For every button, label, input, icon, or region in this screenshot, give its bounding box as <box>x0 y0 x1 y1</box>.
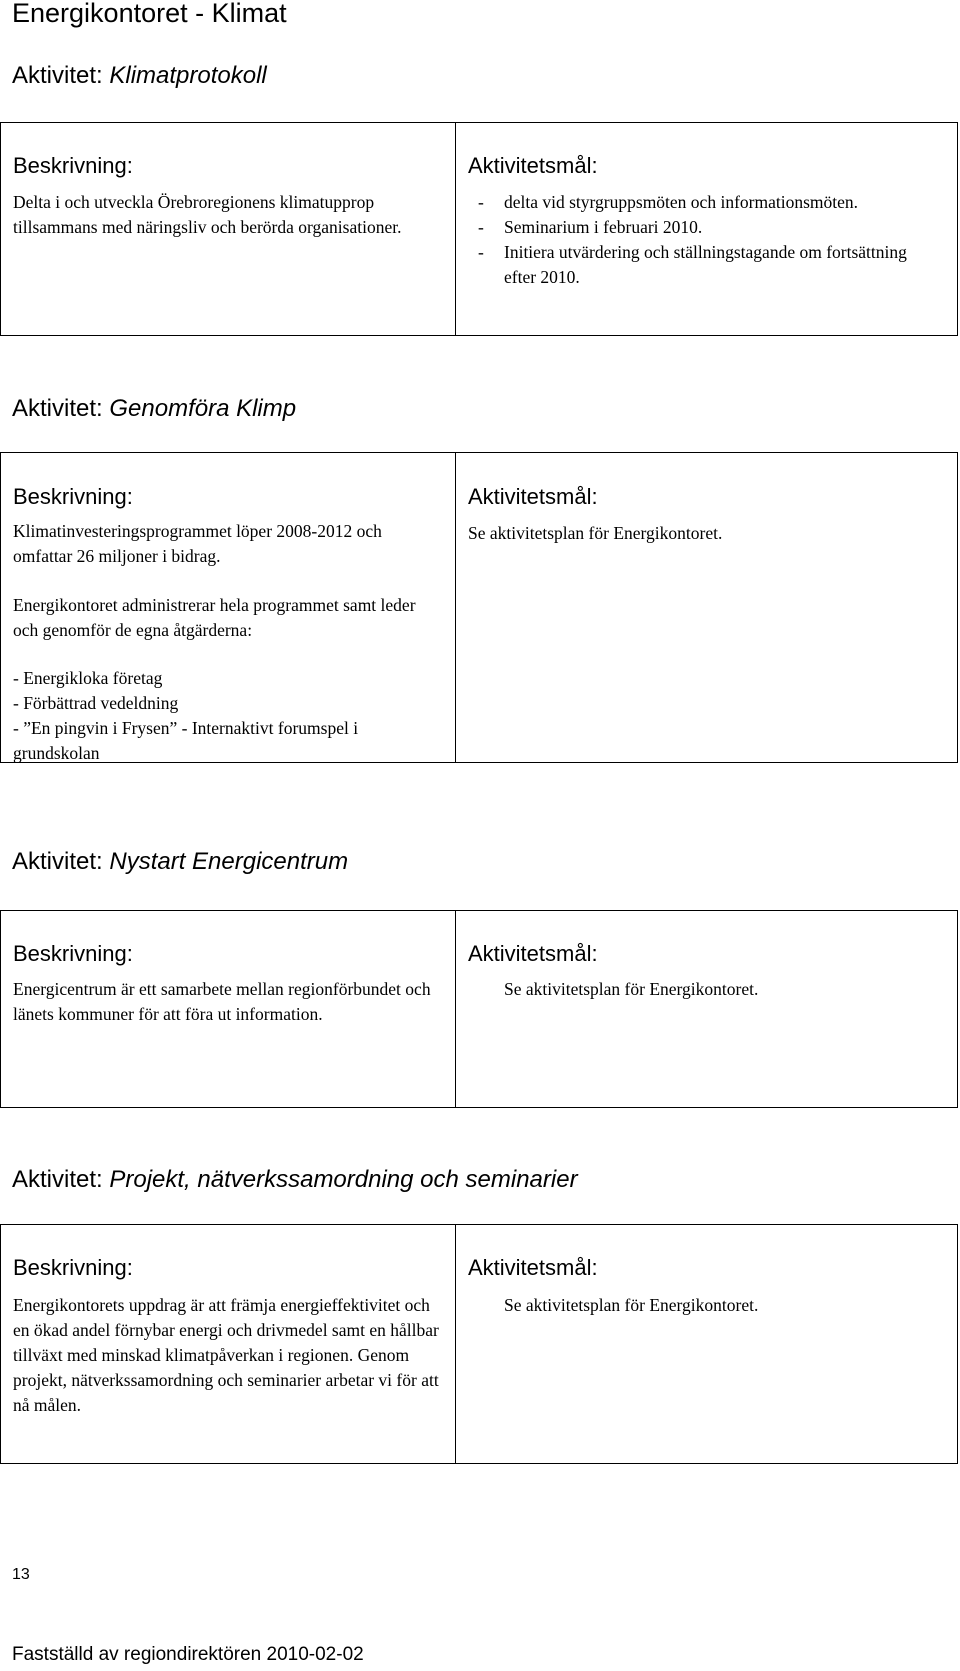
goals-text: Se aktivitetsplan för Energikontoret. <box>468 523 723 543</box>
activity-name: Klimatprotokoll <box>109 62 267 89</box>
goals-list <box>466 190 927 290</box>
activity-prefix: Aktivitet: <box>12 1166 110 1193</box>
activity-table-energicentrum <box>0 910 958 1108</box>
activity-prefix: Aktivitet: <box>12 848 110 875</box>
description-cell <box>1 453 456 762</box>
activity-table-klimp <box>0 452 958 763</box>
activity-heading-projekt <box>12 1166 578 1194</box>
goals-label: Aktivitetsmål: <box>468 1255 598 1280</box>
measure-item: - Energikloka företag <box>13 668 163 688</box>
goal-item: - delta vid styrgruppsmöten och informationsmöten. <box>466 190 927 215</box>
measures-list <box>13 666 443 766</box>
goal-item: - Initiera utvärdering och ställningstagande om fortsättning efter 2010. <box>466 240 927 290</box>
goals-cell <box>456 911 957 1107</box>
description-label: Beskrivning: <box>13 153 133 178</box>
activity-prefix: Aktivitet: <box>12 395 110 422</box>
activity-heading-klimp <box>12 395 296 423</box>
page-number: 13 <box>12 1566 30 1583</box>
activity-table-klimatprotokoll <box>0 122 958 336</box>
activity-name: Projekt, nätverkssamordning och seminarier <box>109 1166 578 1193</box>
activity-name: Nystart Energicentrum <box>109 848 349 875</box>
goals-label: Aktivitetsmål: <box>468 484 598 509</box>
activity-prefix: Aktivitet: <box>12 62 110 89</box>
description-cell <box>1 123 456 335</box>
goals-label: Aktivitetsmål: <box>468 941 598 966</box>
description-cell <box>1 1225 456 1463</box>
activity-name: Genomföra Klimp <box>109 395 297 422</box>
footer-text: Fastställd av regiondirektören 2010-02-02 <box>12 1644 364 1665</box>
description-cell <box>1 911 456 1107</box>
goals-cell <box>456 1225 957 1463</box>
description-label: Beskrivning: <box>13 484 133 509</box>
measure-item: - ”En pingvin i Frysen” - Internaktivt forumspel i grundskolan <box>13 718 359 763</box>
goals-text: Se aktivitetsplan för Energikontoret. <box>504 1295 759 1315</box>
description-text: Energicentrum är ett samarbete mellan regionförbundet och länets kommuner för att föra ut information. <box>13 979 431 1024</box>
goals-label: Aktivitetsmål: <box>468 153 598 178</box>
goals-cell <box>456 453 957 762</box>
description-text: Energikontorets uppdrag är att främja energieffektivitet och en ökad andel förnybar energi och drivmedel samt en hållbar tillväxt med minskad klimatpåverkan i regionen. Genom projekt, nätverkssamordning och seminarier arbetar vi för att nå målen. <box>13 1295 439 1415</box>
activity-heading-klimatprotokoll <box>12 62 267 90</box>
description-text: Delta i och utveckla Örebroregionens klimatupprop tillsammans med näringsliv och berörda organisationer. <box>13 192 402 237</box>
goals-cell <box>456 123 957 335</box>
activity-heading-energicentrum <box>12 848 348 876</box>
description-text-2: Energikontoret administrerar hela programmet samt leder och genomför de egna åtgärderna: <box>13 595 416 640</box>
activity-table-projekt <box>0 1224 958 1464</box>
description-label: Beskrivning: <box>13 1255 133 1280</box>
document-title: Energikontoret - Klimat <box>12 0 287 28</box>
description-label: Beskrivning: <box>13 941 133 966</box>
goals-text: Se aktivitetsplan för Energikontoret. <box>504 979 759 999</box>
description-text: Klimatinvesteringsprogrammet löper 2008-2012 och omfattar 26 miljoner i bidrag. <box>13 521 382 566</box>
goal-item: - Seminarium i februari 2010. <box>466 215 927 240</box>
measure-item: - Förbättrad vedeldning <box>13 693 179 713</box>
